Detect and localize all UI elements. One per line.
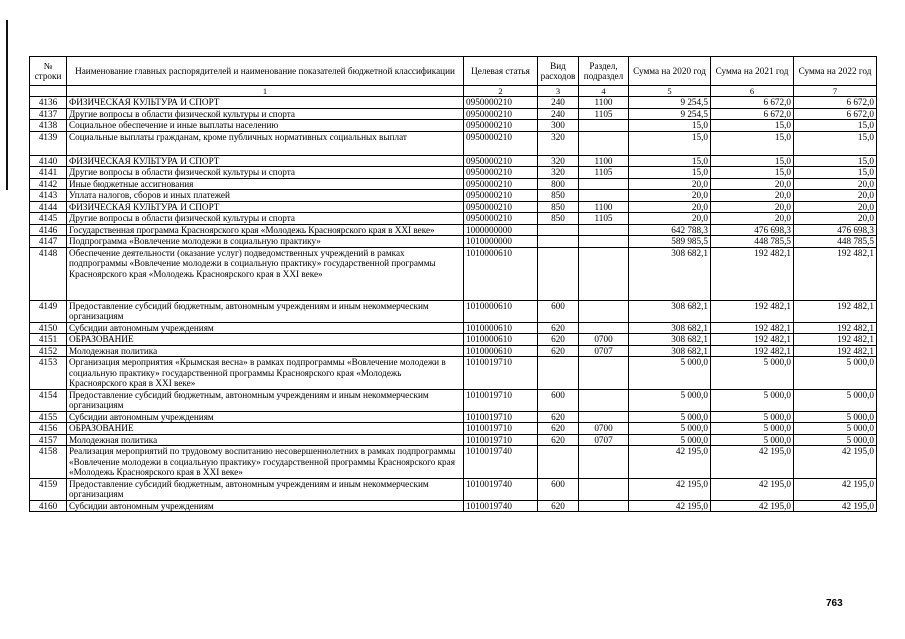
cell-sum-2020: 42 195,0 [629,478,711,500]
cell-target-article: 1000000000 [464,224,538,236]
cell-section: 1105 [579,108,629,120]
cell-row-number: 4155 [30,411,67,423]
cell-section [579,389,629,411]
cell-target-article: 1010019740 [464,478,538,500]
cell-sum-2022: 42 195,0 [794,500,877,512]
cell-sum-2020: 5 000,0 [629,411,711,423]
cell-expense-type: 620 [538,411,579,423]
cell-name: ФИЗИЧЕСКАЯ КУЛЬТУРА И СПОРТ [67,97,464,109]
cell-sum-2022: 5 000,0 [794,423,877,435]
cell-sum-2020: 9 254,5 [629,108,711,120]
cell-sum-2021: 5 000,0 [711,434,794,446]
cell-sum-2020: 15,0 [629,120,711,132]
cell-row-number: 4146 [30,224,67,236]
cell-name: Молодежная политика [67,345,464,357]
cell-section [579,357,629,390]
cell-row-number: 4145 [30,213,67,225]
cell-target-article: 1010019740 [464,446,538,479]
table-row [30,190,877,202]
cell-section [579,190,629,202]
cell-section [579,131,629,155]
cell-sum-2020: 42 195,0 [629,446,711,479]
cell-target-article: 1010000000 [464,236,538,248]
cell-section [579,247,629,300]
cell-sum-2022: 42 195,0 [794,478,877,500]
cell-target-article: 1010000610 [464,322,538,334]
cell-sum-2020: 589 985,5 [629,236,711,248]
cell-section: 1105 [579,167,629,179]
cell-sum-2021: 20,0 [711,201,794,213]
cell-expense-type: 620 [538,322,579,334]
cell-sum-2020: 308 682,1 [629,247,711,300]
cell-sum-2020: 5 000,0 [629,434,711,446]
cell-expense-type: 850 [538,213,579,225]
header-sum-2020: Сумма на 2020 год [629,57,711,86]
cell-section [579,322,629,334]
table-row [30,478,877,500]
cell-target-article: 0950000210 [464,201,538,213]
cell-sum-2021: 476 698,3 [711,224,794,236]
cell-sum-2020: 5 000,0 [629,389,711,411]
cell-target-article: 1010000610 [464,300,538,322]
column-number [30,86,67,97]
cell-row-number: 4152 [30,345,67,357]
column-number: 1 [67,86,464,97]
cell-section: 0707 [579,434,629,446]
cell-name: Уплата налогов, сборов и иных платежей [67,190,464,202]
cell-name: Другие вопросы в области физической культуры и спорта [67,213,464,225]
cell-sum-2022: 192 482,1 [794,345,877,357]
column-number: 6 [711,86,794,97]
cell-expense-type: 620 [538,434,579,446]
cell-sum-2022: 20,0 [794,201,877,213]
cell-section [579,500,629,512]
table-row [30,167,877,179]
cell-sum-2021: 192 482,1 [711,300,794,322]
cell-sum-2022: 5 000,0 [794,357,877,390]
cell-sum-2022: 192 482,1 [794,247,877,300]
cell-name: Организация мероприятия «Крымская весна» в рамках подпрограммы «Вовлечение молодежи в социальную практику» государственной программы Красноярского края «Молодежь Красноярского края в XXI веке» [67,357,464,390]
cell-row-number: 4144 [30,201,67,213]
cell-expense-type [538,446,579,479]
cell-target-article: 0950000210 [464,108,538,120]
cell-name: Молодежная политика [67,434,464,446]
cell-sum-2021: 192 482,1 [711,322,794,334]
table-header-row [30,57,877,86]
cell-sum-2021: 20,0 [711,178,794,190]
cell-expense-type: 850 [538,190,579,202]
cell-row-number: 4160 [30,500,67,512]
table-row [30,178,877,190]
cell-sum-2021: 42 195,0 [711,478,794,500]
cell-expense-type [538,236,579,248]
cell-expense-type: 300 [538,120,579,132]
cell-expense-type: 620 [538,423,579,435]
cell-name: Реализация мероприятий по трудовому воспитанию несовершеннолетних в рамках подпрограммы «Вовлечение молодежи в социальную практику» государственной программы Красноярского края «Молодежь Красноярского края в XXI веке» [67,446,464,479]
cell-sum-2020: 308 682,1 [629,345,711,357]
header-section: Раздел, подраздел [579,57,629,86]
cell-expense-type: 850 [538,201,579,213]
cell-name: Социальное обеспечение и иные выплаты населению [67,120,464,132]
cell-sum-2022: 5 000,0 [794,389,877,411]
cell-target-article: 0950000210 [464,97,538,109]
header-sum-2022: Сумма на 2022 год [794,57,877,86]
cell-row-number: 4139 [30,131,67,155]
cell-section [579,178,629,190]
table-row [30,120,877,132]
cell-section: 1100 [579,201,629,213]
cell-name: Другие вопросы в области физической культуры и спорта [67,167,464,179]
cell-sum-2021: 192 482,1 [711,334,794,346]
cell-sum-2020: 20,0 [629,190,711,202]
header-sum-2021: Сумма на 2021 год [711,57,794,86]
column-number-row [30,86,877,97]
cell-name: Предоставление субсидий бюджетным, автономным учреждениям и иным некоммерческим организациям [67,478,464,500]
cell-expense-type: 240 [538,108,579,120]
cell-expense-type: 620 [538,500,579,512]
cell-sum-2022: 192 482,1 [794,334,877,346]
cell-sum-2022: 6 672,0 [794,97,877,109]
cell-sum-2020: 15,0 [629,167,711,179]
cell-expense-type: 320 [538,131,579,155]
cell-sum-2021: 5 000,0 [711,411,794,423]
cell-sum-2022: 15,0 [794,131,877,155]
cell-name: ОБРАЗОВАНИЕ [67,334,464,346]
column-number: 7 [794,86,877,97]
cell-section [579,300,629,322]
table-row [30,247,877,300]
cell-section [579,478,629,500]
column-number: 5 [629,86,711,97]
cell-name: Социальные выплаты гражданам, кроме публичных нормативных социальных выплат [67,131,464,155]
cell-sum-2022: 5 000,0 [794,434,877,446]
cell-target-article: 1010019710 [464,411,538,423]
cell-expense-type [538,224,579,236]
cell-target-article: 1010000610 [464,247,538,300]
cell-sum-2022: 20,0 [794,190,877,202]
cell-section [579,224,629,236]
cell-row-number: 4148 [30,247,67,300]
cell-sum-2020: 20,0 [629,178,711,190]
cell-name: Подпрограмма «Вовлечение молодежи в социальную практику» [67,236,464,248]
cell-sum-2020: 9 254,5 [629,97,711,109]
cell-row-number: 4158 [30,446,67,479]
table-row [30,155,877,167]
cell-sum-2022: 476 698,3 [794,224,877,236]
cell-target-article: 0950000210 [464,167,538,179]
cell-row-number: 4143 [30,190,67,202]
cell-section: 0700 [579,423,629,435]
cell-row-number: 4150 [30,322,67,334]
cell-sum-2021: 192 482,1 [711,345,794,357]
cell-name: ФИЗИЧЕСКАЯ КУЛЬТУРА И СПОРТ [67,155,464,167]
cell-target-article: 1010019710 [464,434,538,446]
cell-sum-2022: 15,0 [794,155,877,167]
cell-row-number: 4154 [30,389,67,411]
cell-sum-2021: 15,0 [711,131,794,155]
cell-target-article: 1010000610 [464,334,538,346]
cell-sum-2022: 192 482,1 [794,300,877,322]
cell-name: Субсидии автономным учреждениям [67,322,464,334]
cell-name: Иные бюджетные ассигнования [67,178,464,190]
header-target-article: Целевая статья [464,57,538,86]
cell-sum-2022: 5 000,0 [794,411,877,423]
cell-name: Обеспечение деятельности (оказание услуг) подведомственных учреждений в рамках подпрограммы «Вовлечение молодежи в социальную практику» государственной программы Красноярского края «Молодежь Красноярского края в XXI веке» [67,247,464,300]
cell-target-article: 1010019740 [464,500,538,512]
cell-section [579,411,629,423]
cell-target-article: 1010000610 [464,345,538,357]
cell-row-number: 4142 [30,178,67,190]
cell-name: Субсидии автономным учреждениям [67,411,464,423]
cell-sum-2020: 42 195,0 [629,500,711,512]
cell-row-number: 4156 [30,423,67,435]
cell-sum-2021: 15,0 [711,155,794,167]
table-row [30,322,877,334]
cell-row-number: 4136 [30,97,67,109]
cell-sum-2022: 15,0 [794,167,877,179]
page-number: 763 [826,598,843,609]
cell-target-article: 0950000210 [464,155,538,167]
table-row [30,434,877,446]
column-number: 3 [538,86,579,97]
cell-section [579,236,629,248]
cell-sum-2020: 20,0 [629,213,711,225]
cell-sum-2022: 20,0 [794,213,877,225]
header-name: Наименование главных распорядителей и наименование показателей бюджетной классификации [67,57,464,86]
cell-section: 1105 [579,213,629,225]
cell-section: 0700 [579,334,629,346]
table-row [30,97,877,109]
cell-section: 1100 [579,97,629,109]
cell-expense-type: 620 [538,345,579,357]
cell-target-article: 1010019710 [464,357,538,390]
cell-sum-2021: 15,0 [711,167,794,179]
cell-sum-2020: 15,0 [629,131,711,155]
cell-expense-type: 600 [538,478,579,500]
cell-row-number: 4137 [30,108,67,120]
cell-expense-type: 320 [538,155,579,167]
table-row [30,300,877,322]
column-number: 2 [464,86,538,97]
table-row [30,201,877,213]
cell-expense-type: 600 [538,389,579,411]
cell-name: Предоставление субсидий бюджетным, автономным учреждениям и иным некоммерческим организациям [67,389,464,411]
cell-row-number: 4157 [30,434,67,446]
cell-sum-2021: 5 000,0 [711,357,794,390]
cell-sum-2020: 308 682,1 [629,334,711,346]
cell-row-number: 4153 [30,357,67,390]
table-body [30,97,877,512]
cell-target-article: 1010019710 [464,423,538,435]
cell-name: ФИЗИЧЕСКАЯ КУЛЬТУРА И СПОРТ [67,201,464,213]
table-row [30,345,877,357]
cell-sum-2021: 20,0 [711,213,794,225]
budget-table [29,56,877,512]
cell-row-number: 4141 [30,167,67,179]
cell-expense-type: 620 [538,334,579,346]
cell-sum-2020: 642 788,3 [629,224,711,236]
table-row [30,500,877,512]
cell-target-article: 1010019710 [464,389,538,411]
cell-target-article: 0950000210 [464,213,538,225]
cell-row-number: 4159 [30,478,67,500]
column-number: 4 [579,86,629,97]
cell-row-number: 4140 [30,155,67,167]
table-row [30,411,877,423]
table-row [30,213,877,225]
cell-sum-2021: 15,0 [711,120,794,132]
cell-sum-2020: 308 682,1 [629,300,711,322]
cell-target-article: 0950000210 [464,190,538,202]
cell-expense-type: 600 [538,300,579,322]
cell-target-article: 0950000210 [464,178,538,190]
cell-expense-type: 240 [538,97,579,109]
cell-sum-2020: 5 000,0 [629,357,711,390]
header-expense-type: Вид расходов [538,57,579,86]
cell-sum-2021: 5 000,0 [711,423,794,435]
cell-sum-2022: 15,0 [794,120,877,132]
page-edge-line [6,20,8,190]
cell-sum-2021: 6 672,0 [711,97,794,109]
cell-sum-2020: 308 682,1 [629,322,711,334]
cell-sum-2022: 6 672,0 [794,108,877,120]
cell-sum-2021: 42 195,0 [711,446,794,479]
cell-sum-2020: 20,0 [629,201,711,213]
cell-expense-type [538,357,579,390]
cell-sum-2021: 192 482,1 [711,247,794,300]
table-row [30,423,877,435]
cell-sum-2021: 6 672,0 [711,108,794,120]
cell-target-article: 0950000210 [464,131,538,155]
table-row [30,446,877,479]
cell-row-number: 4149 [30,300,67,322]
cell-name: Другие вопросы в области физической культуры и спорта [67,108,464,120]
table-row [30,334,877,346]
cell-sum-2022: 20,0 [794,178,877,190]
cell-name: Предоставление субсидий бюджетным, автономным учреждениям и иным некоммерческим организациям [67,300,464,322]
table-row [30,131,877,155]
table-row [30,224,877,236]
cell-expense-type: 800 [538,178,579,190]
cell-sum-2021: 20,0 [711,190,794,202]
cell-section: 1100 [579,155,629,167]
table-row [30,389,877,411]
cell-row-number: 4138 [30,120,67,132]
cell-sum-2022: 192 482,1 [794,322,877,334]
cell-name: Субсидии автономным учреждениям [67,500,464,512]
cell-sum-2021: 42 195,0 [711,500,794,512]
cell-row-number: 4151 [30,334,67,346]
header-row-number: № строки [30,57,67,86]
cell-expense-type: 320 [538,167,579,179]
cell-sum-2021: 5 000,0 [711,389,794,411]
cell-target-article: 0950000210 [464,120,538,132]
cell-row-number: 4147 [30,236,67,248]
cell-name: Государственная программа Красноярского края «Молодежь Красноярского края в XXI веке» [67,224,464,236]
cell-section [579,446,629,479]
cell-name: ОБРАЗОВАНИЕ [67,423,464,435]
table-row [30,236,877,248]
cell-sum-2020: 5 000,0 [629,423,711,435]
cell-sum-2020: 15,0 [629,155,711,167]
cell-section [579,120,629,132]
cell-sum-2021: 448 785,5 [711,236,794,248]
cell-sum-2022: 42 195,0 [794,446,877,479]
table-row [30,108,877,120]
cell-sum-2022: 448 785,5 [794,236,877,248]
cell-expense-type [538,247,579,300]
table-row [30,357,877,390]
cell-section: 0707 [579,345,629,357]
